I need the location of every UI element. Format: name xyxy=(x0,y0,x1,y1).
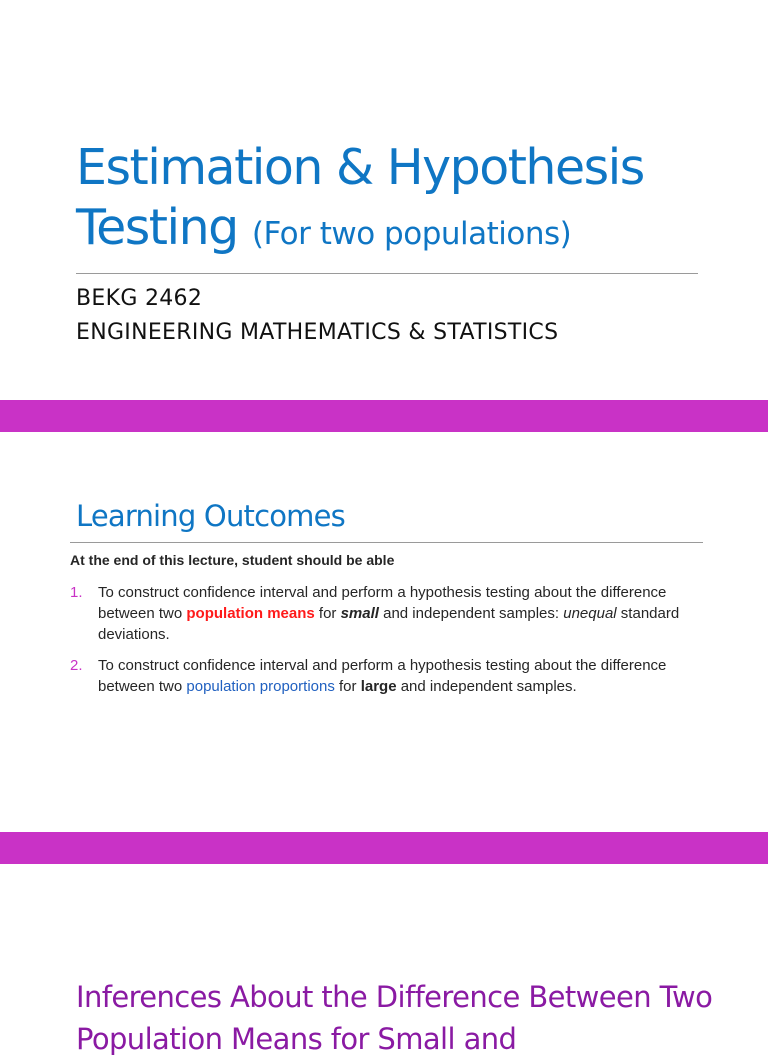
highlight-population-means: population means xyxy=(186,605,315,622)
course-info xyxy=(76,282,558,350)
title-main: Estimation & Hypothesis Testing xyxy=(76,139,644,256)
course-name: ENGINEERING MATHEMATICS & STATISTICS xyxy=(76,320,559,345)
learning-outcomes-title: Learning Outcomes xyxy=(76,499,345,533)
learning-outcomes-divider xyxy=(70,542,703,543)
emphasis-small: small xyxy=(340,605,379,622)
inferences-title: Inferences About the Difference Between Two Population Means for Small and xyxy=(76,980,713,1056)
list-item xyxy=(70,655,700,697)
slide-separator xyxy=(0,400,768,432)
title-divider xyxy=(76,273,698,274)
slide-inferences xyxy=(0,864,768,1056)
list-number: 2. xyxy=(70,657,83,674)
learning-outcomes-list xyxy=(70,582,700,707)
list-item xyxy=(70,582,700,645)
item-text: To construct confidence interval and perform a hypothesis testing about the difference between two xyxy=(98,657,667,695)
item-text: for xyxy=(334,678,361,695)
slide-separator xyxy=(0,832,768,864)
course-code: BEKG 2462 xyxy=(76,286,203,311)
title-subtitle: (For two populations) xyxy=(251,216,572,252)
highlight-population-proportions: population proportions xyxy=(186,678,335,695)
item-text: and independent samples: xyxy=(378,605,564,622)
slide-learning-outcomes xyxy=(0,432,768,832)
slide-title-heading xyxy=(76,138,736,264)
list-number: 1. xyxy=(70,584,83,601)
learning-outcomes-intro: At the end of this lecture, student should be able xyxy=(70,552,395,568)
item-text: To construct confidence interval and perform a hypothesis testing about the difference between two xyxy=(98,584,667,622)
item-text: standard deviations. xyxy=(98,605,680,643)
emphasis-unequal: unequal xyxy=(563,605,617,622)
item-text: for xyxy=(314,605,341,622)
item-text: and independent samples. xyxy=(396,678,577,695)
slide-title xyxy=(0,0,768,400)
emphasis-large: large xyxy=(360,678,397,695)
